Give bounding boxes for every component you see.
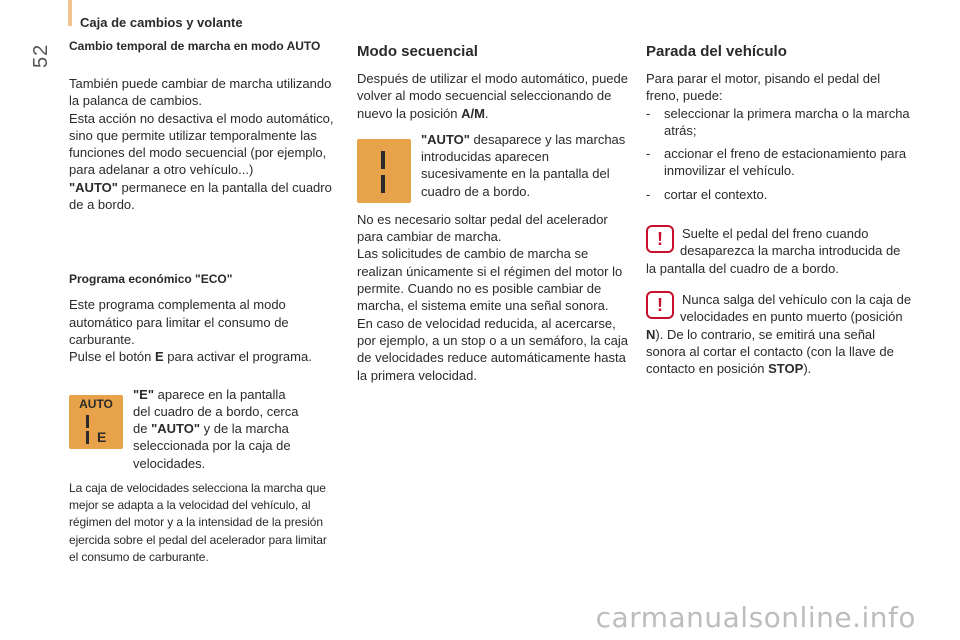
eco-e-text: "E" aparece en la pantalla del cuadro de a bordo, cerca de "AUTO" y de la marcha seleccionada por la caja de velocidades. (133, 386, 299, 471)
stop-vehicle-heading: Parada del vehículo (646, 43, 787, 60)
gear-bar-icon (86, 415, 89, 428)
eco-press-text: Pulse el botón E para activar el programa. (69, 349, 312, 365)
warning-note-2 (646, 291, 914, 377)
sequential-intro: Después de utilizar el modo automático, puede volver al modo secuencial seleccionando de nuevo la posición A/M. (357, 71, 628, 121)
gear-bar-icon (381, 175, 385, 193)
auto-eco-display-icon (69, 395, 123, 449)
list-item: - cortar el contexto. (646, 186, 768, 202)
column-middle (357, 40, 629, 384)
sequential-heading: Modo secuencial (357, 43, 478, 60)
gear-display-icon (357, 139, 411, 203)
column-left (69, 40, 339, 566)
header-accent-bar (68, 0, 72, 26)
gear-bar-icon (381, 151, 385, 169)
eco-heading: Programa económico "ECO" (69, 272, 233, 287)
list-item: - seleccionar la primera marcha o la marcha atrás; (646, 105, 910, 138)
stop-intro: Para parar el motor, pisando el pedal del freno, puede: (646, 71, 881, 104)
sequential-display-row (357, 131, 629, 203)
watermark: carmanualsonline.info (595, 601, 916, 634)
temp-change-text: También puede cambiar de marcha utilizando la palanca de cambios. (69, 76, 332, 109)
list-item: - accionar el freno de estacionamiento para inmovilizar el vehículo. (646, 146, 907, 179)
temp-change-text-2: Esta acción no desactiva el modo automático, sino que permite utilizar temporalmente las funciones del modo secuencial (por ejemplo, para adelanar a otro vehículo...) (69, 110, 334, 178)
sequential-p3: Las solicitudes de cambio de marcha se realizan únicamente si el régimen del motor lo permite. Cuando no es posible cambiar de marcha, el sistema emite una señal sonora. (357, 246, 623, 314)
warning-icon: ! (646, 291, 674, 319)
display-auto-label: AUTO (79, 396, 113, 411)
eco-display-row (69, 386, 339, 472)
eco-fine-print: La caja de velocidades selecciona la marcha que mejor se adapta a la velocidad del vehículo, al régimen del motor y a la intensidad de la presión ejercida sobre el pedal del acelerador para limitar el consumo de carburante. (69, 481, 327, 564)
eco-text: Este programa complementa al modo automático para limitar el consumo de carburante. (69, 297, 289, 347)
temp-change-text-3: "AUTO" permanece en la pantalla del cuadro de a bordo. (69, 179, 332, 213)
temp-change-heading: Cambio temporal de marcha en modo AUTO (69, 39, 321, 53)
warning-note-1 (646, 225, 914, 277)
auto-disappear-text: "AUTO" desaparece y las marchas introducidas aparecen sucesivamente en la pantalla del cuadro de a bordo. (421, 131, 626, 199)
warning-icon: ! (646, 225, 674, 253)
sequential-p4: En caso de velocidad reducida, al acercarse, por ejemplo, a un stop o a un semáforo, la caja de velocidades reduce automáticamente hasta la primera velocidad. (357, 315, 628, 383)
sequential-p2: No es necesario soltar pedal del acelerador para cambiar de marcha. (357, 211, 608, 245)
warning-text-1: Suelte el pedal del freno cuando desaparezca la marcha introducida de la pantalla del cuadro de a bordo. (646, 226, 901, 276)
page-number: 52 (30, 43, 52, 68)
column-right (646, 40, 914, 377)
section-title: Caja de cambios y volante (80, 15, 243, 30)
warning-text-2: Nunca salga del vehículo con la caja de velocidades en punto muerto (posición N). De lo contrario, se emitirá una señal sonora al cortar el contacto (con la llave de contacto en posición STOP). (646, 291, 912, 377)
gear-bar-icon (86, 431, 89, 444)
display-e-letter: E (97, 428, 107, 445)
